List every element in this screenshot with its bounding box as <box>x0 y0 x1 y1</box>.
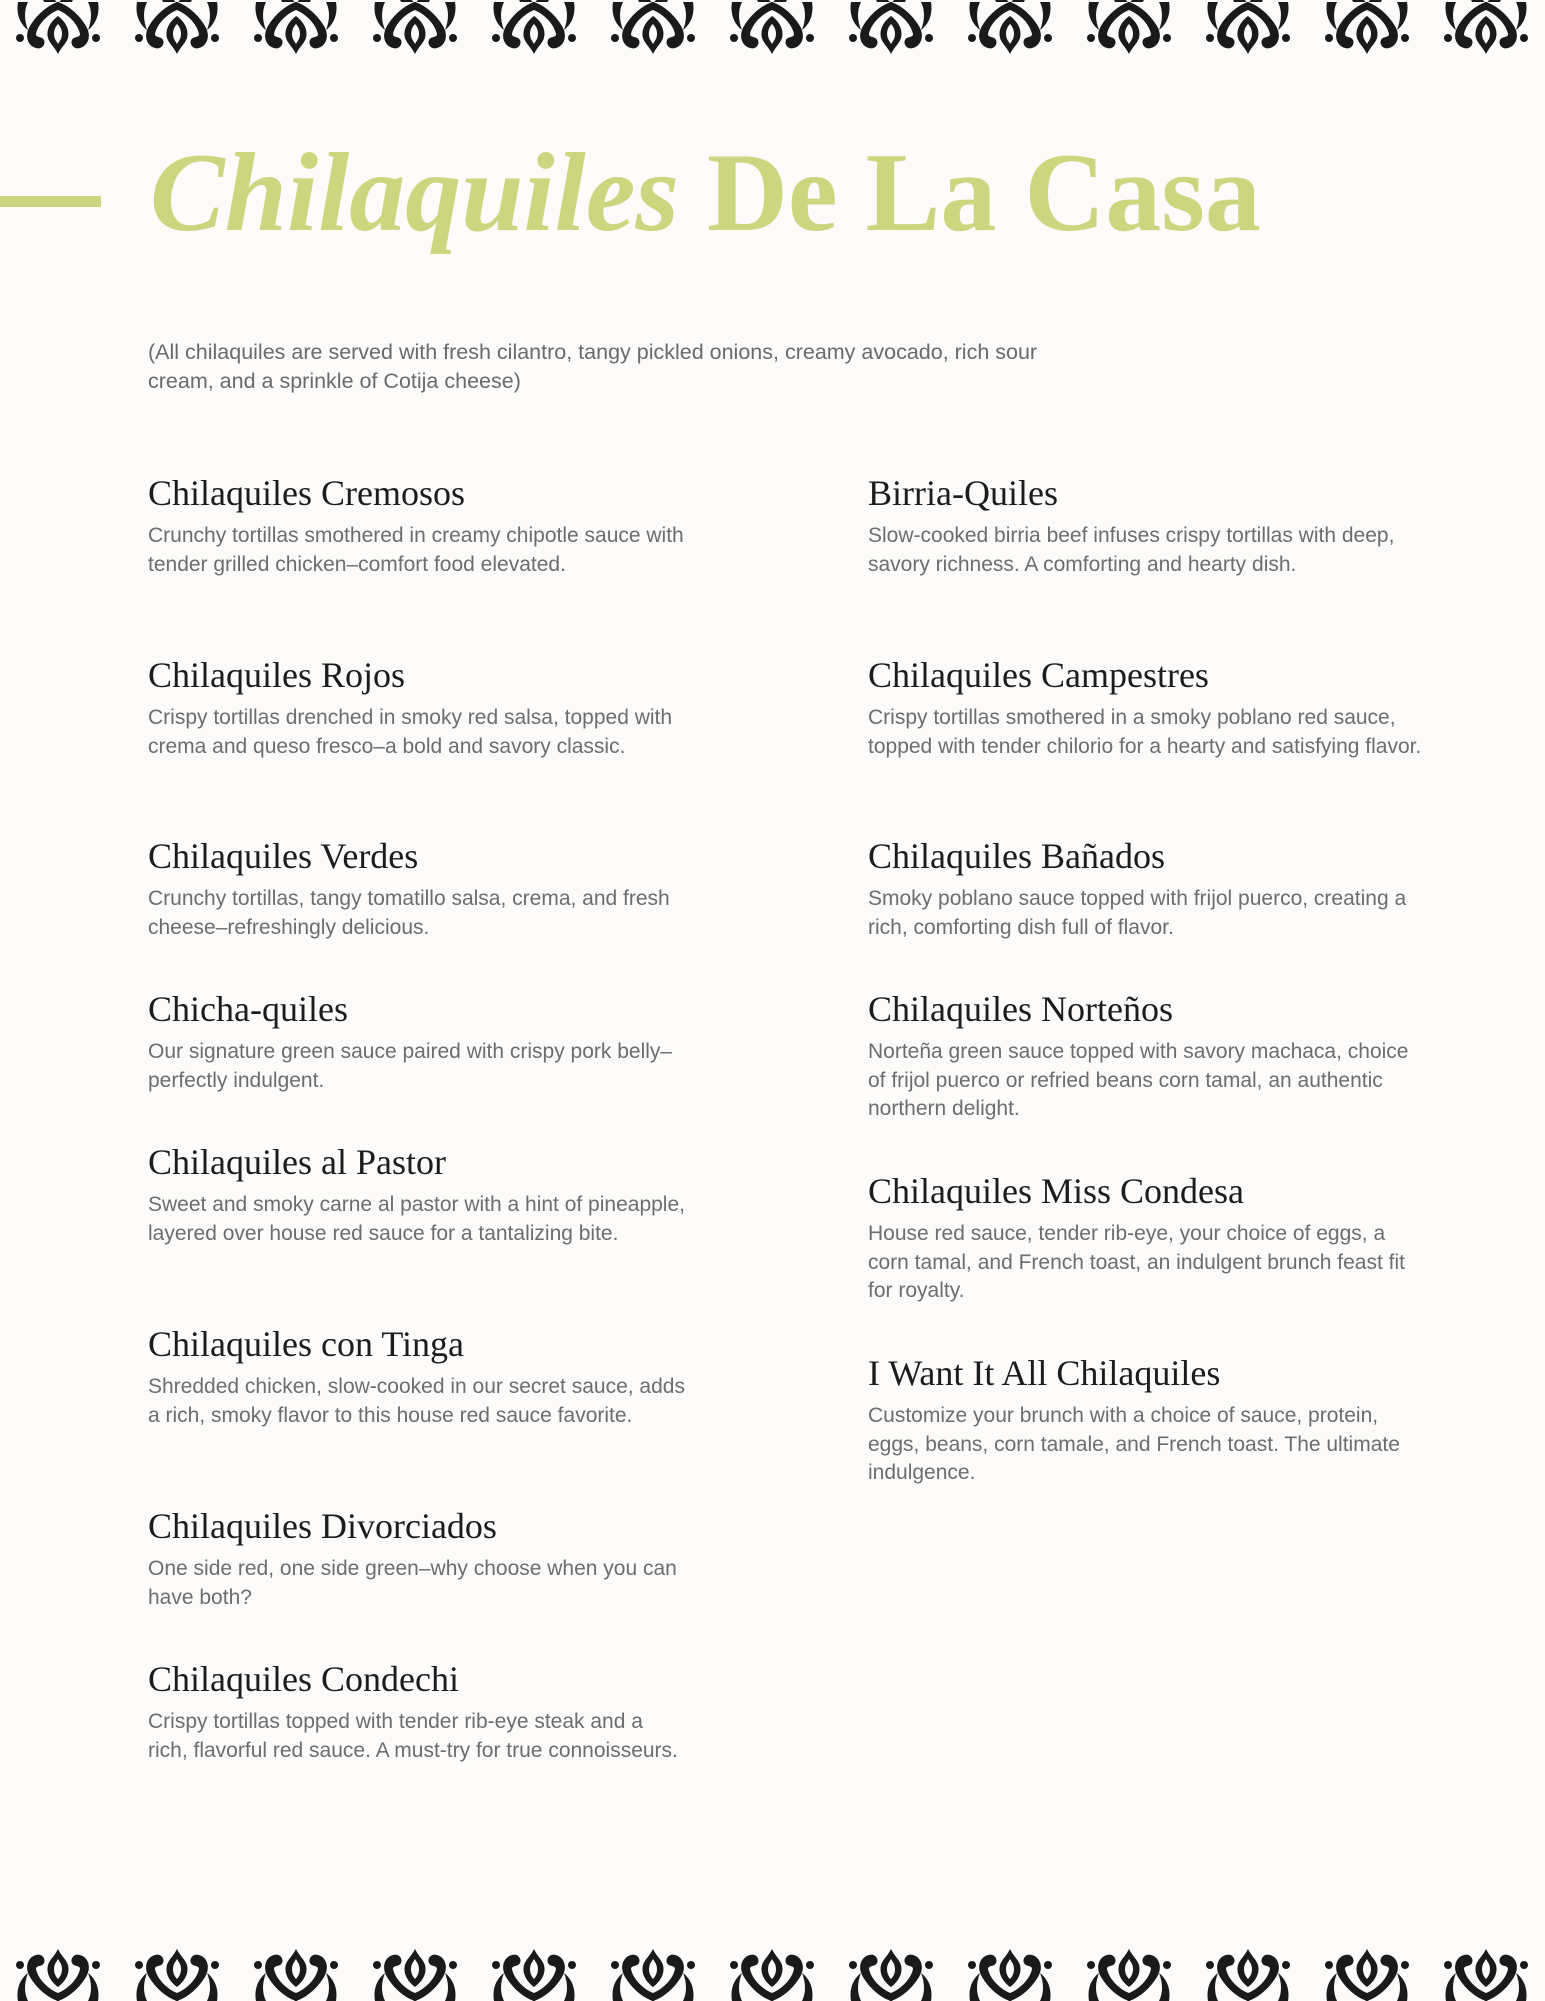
item-description: House red sauce, tender rib-eye, your choice of eggs, a corn tamal, and French toast, an indulgent brunch feast fit for royalty. <box>868 1222 1405 1303</box>
title-regular: De La Casa <box>707 131 1261 255</box>
menu-item <box>148 1323 688 1430</box>
item-name: Chilaquiles al Pastor <box>148 1142 446 1182</box>
item-name: Chilaquiles Norteños <box>868 989 1173 1029</box>
item-description: Customize your brunch with a choice of sauce, protein, eggs, beans, corn tamale, and French toast. The ultimate indulgence. <box>868 1404 1400 1485</box>
item-description: Our signature green sauce paired with crispy pork belly–perfectly indulgent. <box>148 1040 673 1092</box>
menu-item <box>868 654 1428 761</box>
item-description: Crispy tortillas smothered in a smoky poblano red sauce, topped with tender chilorio for a hearty and satisfying flavor. <box>868 706 1422 758</box>
item-name: Chilaquiles Condechi <box>148 1659 459 1699</box>
item-description: Crunchy tortillas smothered in creamy chipotle sauce with tender grilled chicken–comfort food elevated. <box>148 524 684 576</box>
item-description: Crunchy tortillas, tangy tomatillo salsa, crema, and fresh cheese–refreshingly delicious. <box>148 887 670 939</box>
item-description: Smoky poblano sauce topped with frijol puerco, creating a rich, comforting dish full of flavor. <box>868 887 1407 939</box>
item-name: Chilaquiles Verdes <box>148 836 419 876</box>
page-title <box>150 132 1261 255</box>
item-name: Birria-Quiles <box>868 473 1058 513</box>
intro-note: (All chilaquiles are served with fresh cilantro, tangy pickled onions, creamy avocado, rich sour cream, and a sprinkle of Cotija cheese) <box>148 340 1038 393</box>
menu-item <box>868 835 1428 942</box>
menu-item <box>148 1505 688 1612</box>
menu-item <box>148 1658 688 1765</box>
item-description: Crispy tortillas drenched in smoky red salsa, topped with crema and queso fresco–a bold and savory classic. <box>148 706 673 758</box>
item-name: Chicha-quiles <box>148 989 348 1029</box>
item-description: Norteña green sauce topped with savory machaca, choice of frijol puerco or refried beans corn tamal, an authentic northern delight. <box>868 1040 1409 1121</box>
menu-item <box>148 654 688 761</box>
item-name: Chilaquiles Rojos <box>148 655 406 695</box>
item-name: Chilaquiles Cremosos <box>148 473 465 513</box>
menu-item <box>868 472 1428 579</box>
menu-item <box>868 1352 1428 1488</box>
item-description: Crispy tortillas topped with tender rib-eye steak and a rich, flavorful red sauce. A must-try for true connoisseurs. <box>148 1710 678 1762</box>
item-description: Shredded chicken, slow-cooked in our secret sauce, adds a rich, smoky flavor to this house red sauce favorite. <box>148 1375 685 1427</box>
menu-item <box>868 988 1428 1124</box>
item-name: I Want It All Chilaquiles <box>868 1353 1221 1393</box>
item-description: Slow-cooked birria beef infuses crispy tortillas with deep, savory richness. A comforting and hearty dish. <box>868 524 1395 576</box>
menu-item <box>868 1170 1428 1306</box>
bottom-ornament-border <box>0 1943 1545 2001</box>
item-name: Chilaquiles Miss Condesa <box>868 1171 1244 1211</box>
item-name: Chilaquiles Campestres <box>868 655 1209 695</box>
top-ornament-border <box>0 0 1545 58</box>
item-name: Chilaquiles con Tinga <box>148 1324 465 1364</box>
menu-item <box>148 472 688 579</box>
menu-item <box>148 835 688 942</box>
item-name: Chilaquiles Divorciados <box>148 1506 497 1546</box>
title-accent-rule <box>0 196 101 207</box>
item-description: One side red, one side green–why choose when you can have both? <box>148 1557 677 1609</box>
item-name: Chilaquiles Bañados <box>868 836 1165 876</box>
title-italic: Chilaquiles <box>150 131 680 255</box>
menu-item <box>148 1141 688 1248</box>
menu-item <box>148 988 688 1095</box>
item-description: Sweet and smoky carne al pastor with a hint of pineapple, layered over house red sauce for a tantalizing bite. <box>148 1193 685 1245</box>
